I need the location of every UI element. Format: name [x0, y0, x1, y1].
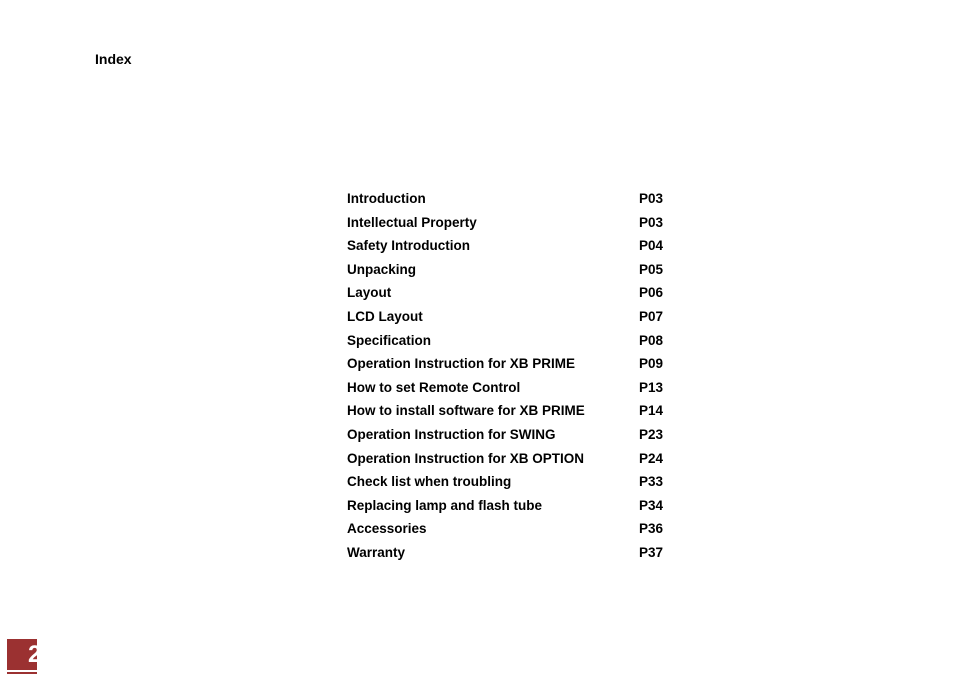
toc-row: [347, 426, 667, 450]
toc-entry-title: How to set Remote Control: [347, 379, 521, 395]
toc-entry-title: LCD Layout: [347, 308, 423, 324]
toc-row: [347, 355, 667, 379]
toc-row: [347, 237, 667, 261]
toc-entry-page: P34: [639, 497, 664, 513]
toc-row: [347, 332, 667, 356]
toc-row: [347, 284, 667, 308]
toc-row: [347, 214, 667, 238]
toc-row: [347, 544, 667, 568]
toc-entry-page: P23: [639, 426, 664, 442]
toc-entry-title: Unpacking: [347, 261, 417, 277]
toc-entry-title: Warranty: [347, 544, 406, 560]
toc-row: [347, 190, 667, 214]
toc-entry-page: P13: [639, 379, 664, 395]
table-of-contents: [347, 190, 667, 568]
toc-entry-page: P37: [639, 544, 664, 560]
toc-row: [347, 308, 667, 332]
toc-row: [347, 520, 667, 544]
toc-row: [347, 450, 667, 474]
toc-entry-title: Accessories: [347, 521, 427, 537]
toc-entry-page: P09: [639, 356, 664, 372]
page-title: Index: [95, 51, 132, 67]
toc-entry-title: Operation Instruction for XB PRIME: [347, 356, 576, 372]
toc-entry-page: P05: [639, 261, 664, 277]
toc-entry-title: How to install software for XB PRIME: [347, 403, 585, 419]
toc-row: [347, 261, 667, 285]
toc-entry-title: Safety Introduction: [347, 238, 471, 254]
toc-entry-title: Layout: [347, 285, 392, 301]
toc-row: [347, 379, 667, 403]
toc-entry-page: P07: [639, 308, 664, 324]
toc-entry-page: P08: [639, 332, 664, 348]
toc-entry-page: P24: [639, 450, 664, 466]
toc-row: [347, 473, 667, 497]
toc-entry-page: P03: [639, 191, 664, 206]
toc-row: [347, 402, 667, 426]
toc-entry-page: P36: [639, 521, 664, 537]
toc-entry-title: Specification: [347, 332, 432, 348]
toc-entry-page: P33: [639, 474, 664, 490]
toc-entry-page: P04: [639, 238, 664, 254]
toc-entry-title: Operation Instruction for XB OPTION: [347, 450, 585, 466]
toc-entry-title: Intellectual Property: [347, 214, 477, 230]
toc-entry-title: Operation Instruction for SWING: [347, 426, 556, 442]
toc-entry-title: Replacing lamp and flash tube: [347, 497, 543, 513]
toc-row: [347, 497, 667, 521]
page-number-badge: [7, 639, 42, 675]
toc-entry-page: P03: [639, 214, 664, 230]
toc-entry-page: P14: [639, 403, 664, 419]
page-number-underline: [7, 672, 37, 674]
toc-entry-title: Introduction: [347, 191, 426, 206]
toc-entry-title: Check list when troubling: [347, 474, 512, 490]
page-number: 2: [28, 641, 42, 668]
toc-entry-page: P06: [639, 285, 664, 301]
